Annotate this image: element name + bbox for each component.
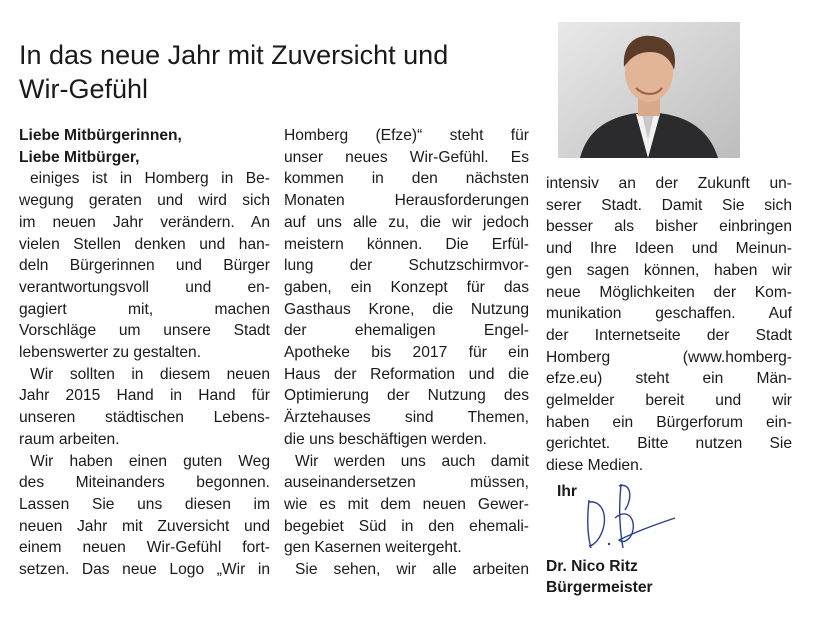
article-title bbox=[19, 38, 539, 106]
text-line: gaben, ein Konzept für das bbox=[284, 278, 529, 296]
text-line: haben ein Bürgerforum ein- bbox=[546, 413, 792, 431]
text-line: munikation geschaffen. Auf bbox=[546, 305, 792, 323]
signature-block bbox=[546, 556, 653, 598]
text-line: unseren städtischen Lebens- bbox=[19, 409, 270, 427]
text-line: serer Stadt. Damit Sie sich bbox=[546, 196, 792, 214]
salutation-line: Liebe Mitbürger, bbox=[19, 148, 140, 166]
title-line: In das neue Jahr mit Zuversicht und bbox=[19, 40, 449, 70]
text-line: Homberg (Efze)“ steht für bbox=[284, 127, 529, 144]
text-line: im neuen Jahr verändern. An bbox=[19, 213, 270, 231]
text-line: Monaten Herausforderungen bbox=[284, 192, 529, 210]
text-line: auf uns alle zu, die wir jedoch bbox=[284, 213, 529, 231]
text-line: einiges ist in Homberg in Be- bbox=[30, 170, 270, 188]
text-line: Jahr 2015 Hand in Hand für bbox=[19, 387, 270, 405]
text-line: gagiert mit, machen bbox=[19, 300, 270, 318]
text-line: efze.eu) steht ein Män- bbox=[546, 370, 792, 388]
text-line: setzen. Das neue Logo „Wir in bbox=[19, 561, 270, 579]
text-line: lebenswerter zu gestalten. bbox=[19, 344, 202, 362]
text-line: gerichtet. Bitte nutzen Sie bbox=[546, 435, 792, 453]
article-column-3 bbox=[546, 173, 792, 477]
article-column-2 bbox=[284, 125, 529, 581]
text-line: deln Bürgerinnen und Bürger bbox=[19, 257, 270, 275]
text-line: kommen in den nächsten bbox=[284, 170, 529, 188]
text-line: Gasthaus Krone, die Nutzung bbox=[284, 300, 529, 318]
signoff-text: Ihr bbox=[557, 483, 577, 500]
signature-name: Dr. Nico Ritz bbox=[546, 558, 638, 575]
text-line: wie es mit dem neuen Gewer- bbox=[284, 495, 529, 513]
text-line: gen sagen können, haben wir bbox=[546, 261, 792, 279]
text-line: unser neues Wir-Gefühl. Es bbox=[284, 148, 529, 166]
text-line: neue Möglichkeiten der Kom- bbox=[546, 283, 792, 301]
text-line: lung der Schutzschirmvor- bbox=[284, 257, 529, 275]
text-line: Optimierung der Nutzung des bbox=[284, 387, 529, 405]
salutation-line: Liebe Mitbürgerinnen, bbox=[19, 127, 182, 144]
article-column-1 bbox=[19, 125, 270, 581]
mayor-portrait bbox=[558, 22, 740, 158]
text-line: neuen Jahr mit Zuversicht und bbox=[19, 517, 270, 535]
text-line: besser als bisher einbringen bbox=[546, 218, 792, 236]
handwritten-signature bbox=[575, 478, 685, 558]
text-line: wegung geraten und wird sich bbox=[19, 192, 270, 210]
text-line: Homberg (www.homberg- bbox=[546, 348, 792, 366]
text-line: verantwortungsvoll und en- bbox=[19, 278, 270, 296]
signature-role: Bürgermeister bbox=[546, 579, 653, 596]
portrait-image bbox=[558, 22, 740, 158]
text-line: Lassen Sie uns diesen im bbox=[19, 495, 270, 513]
text-line: gelmelder bereit und wir bbox=[546, 392, 792, 410]
text-line: Vorschläge um unsere Stadt bbox=[19, 322, 270, 340]
text-line: Wir werden uns auch damit bbox=[295, 452, 529, 470]
text-line: meistern können. Die Erfül- bbox=[284, 235, 529, 253]
title-line: Wir-Gefühl bbox=[19, 74, 149, 104]
text-line: der ehemaligen Engel- bbox=[284, 322, 529, 340]
text-line: gen Kasernen weitergeht. bbox=[284, 539, 462, 557]
text-line: und Ihre Ideen und Meinun- bbox=[546, 240, 792, 258]
text-line: Ärztehauses sind Themen, bbox=[284, 409, 529, 427]
text-line: intensiv an der Zukunft un- bbox=[546, 175, 792, 192]
text-line: Sie sehen, wir alle arbeiten bbox=[295, 561, 529, 579]
text-line: Wir haben einen guten Weg bbox=[30, 452, 270, 470]
text-line: die uns beschäftigen werden. bbox=[284, 430, 487, 448]
text-line: begebiet Süd in den ehemali- bbox=[284, 517, 529, 535]
text-line: Haus der Reformation und die bbox=[284, 365, 529, 383]
text-line: Wir sollten in diesem neuen bbox=[30, 365, 270, 383]
text-line: vielen Stellen denken und han- bbox=[19, 235, 270, 253]
text-line: diese Medien. bbox=[546, 457, 644, 475]
text-line: Apotheke bis 2017 für ein bbox=[284, 344, 529, 362]
text-line: einem neuen Wir-Gefühl fort- bbox=[19, 539, 270, 557]
text-line: der Internetseite der Stadt bbox=[546, 326, 792, 344]
text-line: auseinandersetzen müssen, bbox=[284, 474, 529, 492]
text-line: raum arbeiten. bbox=[19, 430, 120, 448]
text-line: des Miteinanders begonnen. bbox=[19, 474, 270, 492]
